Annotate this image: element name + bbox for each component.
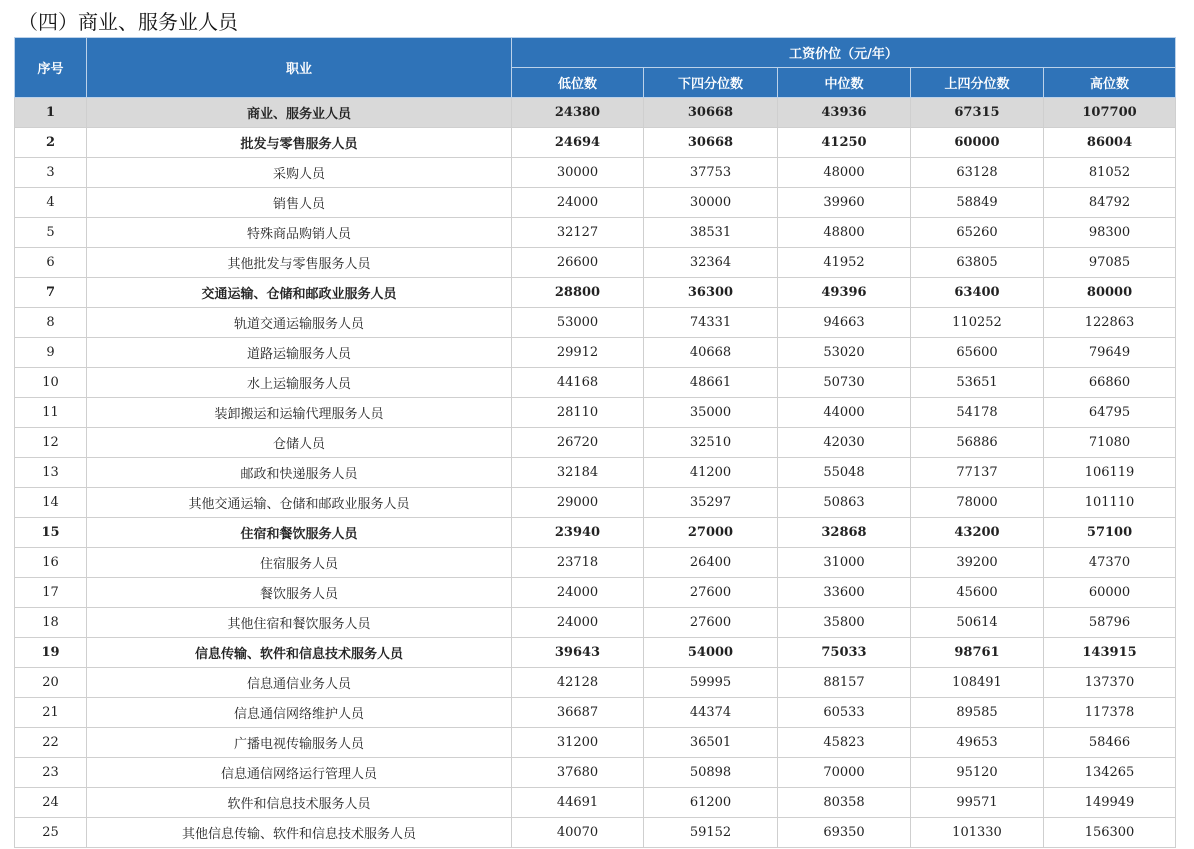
row-occupation: 软件和信息技术服务人员 [87, 788, 512, 818]
row-lower-quartile: 61200 [644, 788, 778, 818]
row-low: 23940 [512, 518, 644, 548]
row-high: 81052 [1044, 158, 1176, 188]
row-upper-quartile: 95120 [911, 758, 1044, 788]
header-high: 高位数 [1044, 68, 1176, 98]
header-low: 低位数 [512, 68, 644, 98]
row-occupation: 住宿和餐饮服务人员 [87, 518, 512, 548]
row-median: 41250 [778, 128, 911, 158]
header-wage-group: 工资价位（元/年） [512, 38, 1176, 68]
row-high: 101110 [1044, 488, 1176, 518]
row-high: 143915 [1044, 638, 1176, 668]
row-low: 32184 [512, 458, 644, 488]
row-occupation: 邮政和快递服务人员 [87, 458, 512, 488]
row-index: 19 [15, 638, 87, 668]
row-index: 6 [15, 248, 87, 278]
table-row [15, 608, 1176, 638]
row-index: 22 [15, 728, 87, 758]
table-row [15, 518, 1176, 548]
row-high: 84792 [1044, 188, 1176, 218]
row-occupation: 装卸搬运和运输代理服务人员 [87, 398, 512, 428]
row-low: 24694 [512, 128, 644, 158]
row-occupation: 特殊商品购销人员 [87, 218, 512, 248]
row-low: 29912 [512, 338, 644, 368]
row-index: 23 [15, 758, 87, 788]
row-median: 50863 [778, 488, 911, 518]
row-occupation: 信息通信网络维护人员 [87, 698, 512, 728]
table-row [15, 218, 1176, 248]
row-lower-quartile: 27000 [644, 518, 778, 548]
table-row [15, 698, 1176, 728]
row-lower-quartile: 35297 [644, 488, 778, 518]
row-index: 14 [15, 488, 87, 518]
header-lower-quartile: 下四分位数 [644, 68, 778, 98]
row-upper-quartile: 53651 [911, 368, 1044, 398]
table-row [15, 338, 1176, 368]
page-title: （四）商业、服务业人员 [18, 10, 238, 34]
row-median: 55048 [778, 458, 911, 488]
row-median: 48000 [778, 158, 911, 188]
row-median: 75033 [778, 638, 911, 668]
row-index: 18 [15, 608, 87, 638]
wage-table [14, 37, 1176, 848]
row-index: 5 [15, 218, 87, 248]
row-high: 80000 [1044, 278, 1176, 308]
table-row [15, 158, 1176, 188]
row-low: 28110 [512, 398, 644, 428]
row-high: 79649 [1044, 338, 1176, 368]
row-occupation: 水上运输服务人员 [87, 368, 512, 398]
row-high: 97085 [1044, 248, 1176, 278]
row-index: 2 [15, 128, 87, 158]
row-median: 42030 [778, 428, 911, 458]
row-high: 58796 [1044, 608, 1176, 638]
row-median: 88157 [778, 668, 911, 698]
row-upper-quartile: 43200 [911, 518, 1044, 548]
row-median: 53020 [778, 338, 911, 368]
table-row [15, 308, 1176, 338]
row-occupation: 餐饮服务人员 [87, 578, 512, 608]
row-index: 24 [15, 788, 87, 818]
header-upper-quartile: 上四分位数 [911, 68, 1044, 98]
row-median: 49396 [778, 278, 911, 308]
row-occupation: 销售人员 [87, 188, 512, 218]
row-index: 13 [15, 458, 87, 488]
row-median: 69350 [778, 818, 911, 848]
row-occupation: 商业、服务业人员 [87, 98, 512, 128]
row-upper-quartile: 60000 [911, 128, 1044, 158]
row-upper-quartile: 58849 [911, 188, 1044, 218]
row-occupation: 信息通信网络运行管理人员 [87, 758, 512, 788]
row-lower-quartile: 44374 [644, 698, 778, 728]
row-low: 24000 [512, 188, 644, 218]
table-row [15, 98, 1176, 128]
row-occupation: 其他交通运输、仓储和邮政业服务人员 [87, 488, 512, 518]
row-low: 36687 [512, 698, 644, 728]
row-lower-quartile: 40668 [644, 338, 778, 368]
row-low: 30000 [512, 158, 644, 188]
row-lower-quartile: 48661 [644, 368, 778, 398]
row-index: 17 [15, 578, 87, 608]
row-upper-quartile: 89585 [911, 698, 1044, 728]
row-median: 45823 [778, 728, 911, 758]
row-index: 12 [15, 428, 87, 458]
row-low: 39643 [512, 638, 644, 668]
row-lower-quartile: 30000 [644, 188, 778, 218]
row-lower-quartile: 37753 [644, 158, 778, 188]
row-upper-quartile: 56886 [911, 428, 1044, 458]
row-low: 24380 [512, 98, 644, 128]
row-low: 40070 [512, 818, 644, 848]
table-row [15, 428, 1176, 458]
header-occupation: 职业 [87, 38, 512, 98]
row-occupation: 其他信息传输、软件和信息技术服务人员 [87, 818, 512, 848]
row-low: 24000 [512, 578, 644, 608]
table-row [15, 128, 1176, 158]
row-occupation: 信息通信业务人员 [87, 668, 512, 698]
row-index: 4 [15, 188, 87, 218]
table-row [15, 548, 1176, 578]
row-lower-quartile: 32364 [644, 248, 778, 278]
row-upper-quartile: 54178 [911, 398, 1044, 428]
row-median: 80358 [778, 788, 911, 818]
row-high: 57100 [1044, 518, 1176, 548]
row-low: 37680 [512, 758, 644, 788]
row-median: 94663 [778, 308, 911, 338]
row-index: 9 [15, 338, 87, 368]
table-row [15, 638, 1176, 668]
row-high: 107700 [1044, 98, 1176, 128]
row-median: 31000 [778, 548, 911, 578]
table-row [15, 368, 1176, 398]
row-low: 29000 [512, 488, 644, 518]
row-high: 64795 [1044, 398, 1176, 428]
row-upper-quartile: 99571 [911, 788, 1044, 818]
row-lower-quartile: 36300 [644, 278, 778, 308]
row-median: 35800 [778, 608, 911, 638]
row-upper-quartile: 110252 [911, 308, 1044, 338]
row-upper-quartile: 67315 [911, 98, 1044, 128]
row-occupation: 其他批发与零售服务人员 [87, 248, 512, 278]
row-index: 20 [15, 668, 87, 698]
table-row [15, 728, 1176, 758]
header-index: 序号 [15, 38, 87, 98]
row-high: 117378 [1044, 698, 1176, 728]
table-row [15, 278, 1176, 308]
row-low: 31200 [512, 728, 644, 758]
table-row [15, 248, 1176, 278]
row-upper-quartile: 39200 [911, 548, 1044, 578]
row-lower-quartile: 36501 [644, 728, 778, 758]
row-lower-quartile: 30668 [644, 128, 778, 158]
row-high: 86004 [1044, 128, 1176, 158]
row-lower-quartile: 27600 [644, 578, 778, 608]
table-row [15, 398, 1176, 428]
row-lower-quartile: 74331 [644, 308, 778, 338]
row-occupation: 其他住宿和餐饮服务人员 [87, 608, 512, 638]
row-low: 28800 [512, 278, 644, 308]
row-high: 66860 [1044, 368, 1176, 398]
header-median: 中位数 [778, 68, 911, 98]
row-occupation: 广播电视传输服务人员 [87, 728, 512, 758]
row-high: 134265 [1044, 758, 1176, 788]
row-lower-quartile: 50898 [644, 758, 778, 788]
row-high: 137370 [1044, 668, 1176, 698]
table-row [15, 818, 1176, 848]
row-median: 39960 [778, 188, 911, 218]
row-low: 53000 [512, 308, 644, 338]
row-lower-quartile: 35000 [644, 398, 778, 428]
row-high: 156300 [1044, 818, 1176, 848]
row-upper-quartile: 63400 [911, 278, 1044, 308]
row-median: 41952 [778, 248, 911, 278]
row-occupation: 住宿服务人员 [87, 548, 512, 578]
row-high: 98300 [1044, 218, 1176, 248]
row-high: 58466 [1044, 728, 1176, 758]
row-occupation: 交通运输、仓储和邮政业服务人员 [87, 278, 512, 308]
row-occupation: 采购人员 [87, 158, 512, 188]
row-lower-quartile: 27600 [644, 608, 778, 638]
table-row [15, 788, 1176, 818]
row-median: 70000 [778, 758, 911, 788]
table-body [15, 98, 1176, 848]
row-low: 32127 [512, 218, 644, 248]
row-lower-quartile: 59995 [644, 668, 778, 698]
row-index: 15 [15, 518, 87, 548]
row-upper-quartile: 63805 [911, 248, 1044, 278]
row-upper-quartile: 49653 [911, 728, 1044, 758]
row-median: 60533 [778, 698, 911, 728]
row-lower-quartile: 32510 [644, 428, 778, 458]
row-upper-quartile: 98761 [911, 638, 1044, 668]
row-occupation: 批发与零售服务人员 [87, 128, 512, 158]
row-lower-quartile: 30668 [644, 98, 778, 128]
row-lower-quartile: 41200 [644, 458, 778, 488]
row-high: 60000 [1044, 578, 1176, 608]
row-index: 21 [15, 698, 87, 728]
table-row [15, 668, 1176, 698]
row-lower-quartile: 26400 [644, 548, 778, 578]
row-high: 106119 [1044, 458, 1176, 488]
row-median: 48800 [778, 218, 911, 248]
row-high: 149949 [1044, 788, 1176, 818]
row-index: 16 [15, 548, 87, 578]
row-index: 3 [15, 158, 87, 188]
row-median: 44000 [778, 398, 911, 428]
row-high: 122863 [1044, 308, 1176, 338]
row-upper-quartile: 65260 [911, 218, 1044, 248]
row-lower-quartile: 38531 [644, 218, 778, 248]
row-low: 26600 [512, 248, 644, 278]
row-upper-quartile: 78000 [911, 488, 1044, 518]
row-index: 8 [15, 308, 87, 338]
row-upper-quartile: 65600 [911, 338, 1044, 368]
row-index: 10 [15, 368, 87, 398]
row-median: 43936 [778, 98, 911, 128]
row-high: 47370 [1044, 548, 1176, 578]
row-occupation: 仓储人员 [87, 428, 512, 458]
row-high: 71080 [1044, 428, 1176, 458]
row-index: 25 [15, 818, 87, 848]
row-low: 44168 [512, 368, 644, 398]
row-low: 23718 [512, 548, 644, 578]
row-median: 50730 [778, 368, 911, 398]
row-index: 1 [15, 98, 87, 128]
row-upper-quartile: 77137 [911, 458, 1044, 488]
table-row [15, 488, 1176, 518]
row-upper-quartile: 45600 [911, 578, 1044, 608]
row-low: 42128 [512, 668, 644, 698]
table-row [15, 758, 1176, 788]
row-upper-quartile: 108491 [911, 668, 1044, 698]
row-index: 7 [15, 278, 87, 308]
row-lower-quartile: 54000 [644, 638, 778, 668]
row-lower-quartile: 59152 [644, 818, 778, 848]
row-median: 32868 [778, 518, 911, 548]
row-median: 33600 [778, 578, 911, 608]
row-upper-quartile: 50614 [911, 608, 1044, 638]
table-row [15, 188, 1176, 218]
row-low: 26720 [512, 428, 644, 458]
row-occupation: 轨道交通运输服务人员 [87, 308, 512, 338]
row-low: 44691 [512, 788, 644, 818]
table-row [15, 458, 1176, 488]
row-occupation: 道路运输服务人员 [87, 338, 512, 368]
row-occupation: 信息传输、软件和信息技术服务人员 [87, 638, 512, 668]
row-index: 11 [15, 398, 87, 428]
row-upper-quartile: 101330 [911, 818, 1044, 848]
row-low: 24000 [512, 608, 644, 638]
row-upper-quartile: 63128 [911, 158, 1044, 188]
table-row [15, 578, 1176, 608]
